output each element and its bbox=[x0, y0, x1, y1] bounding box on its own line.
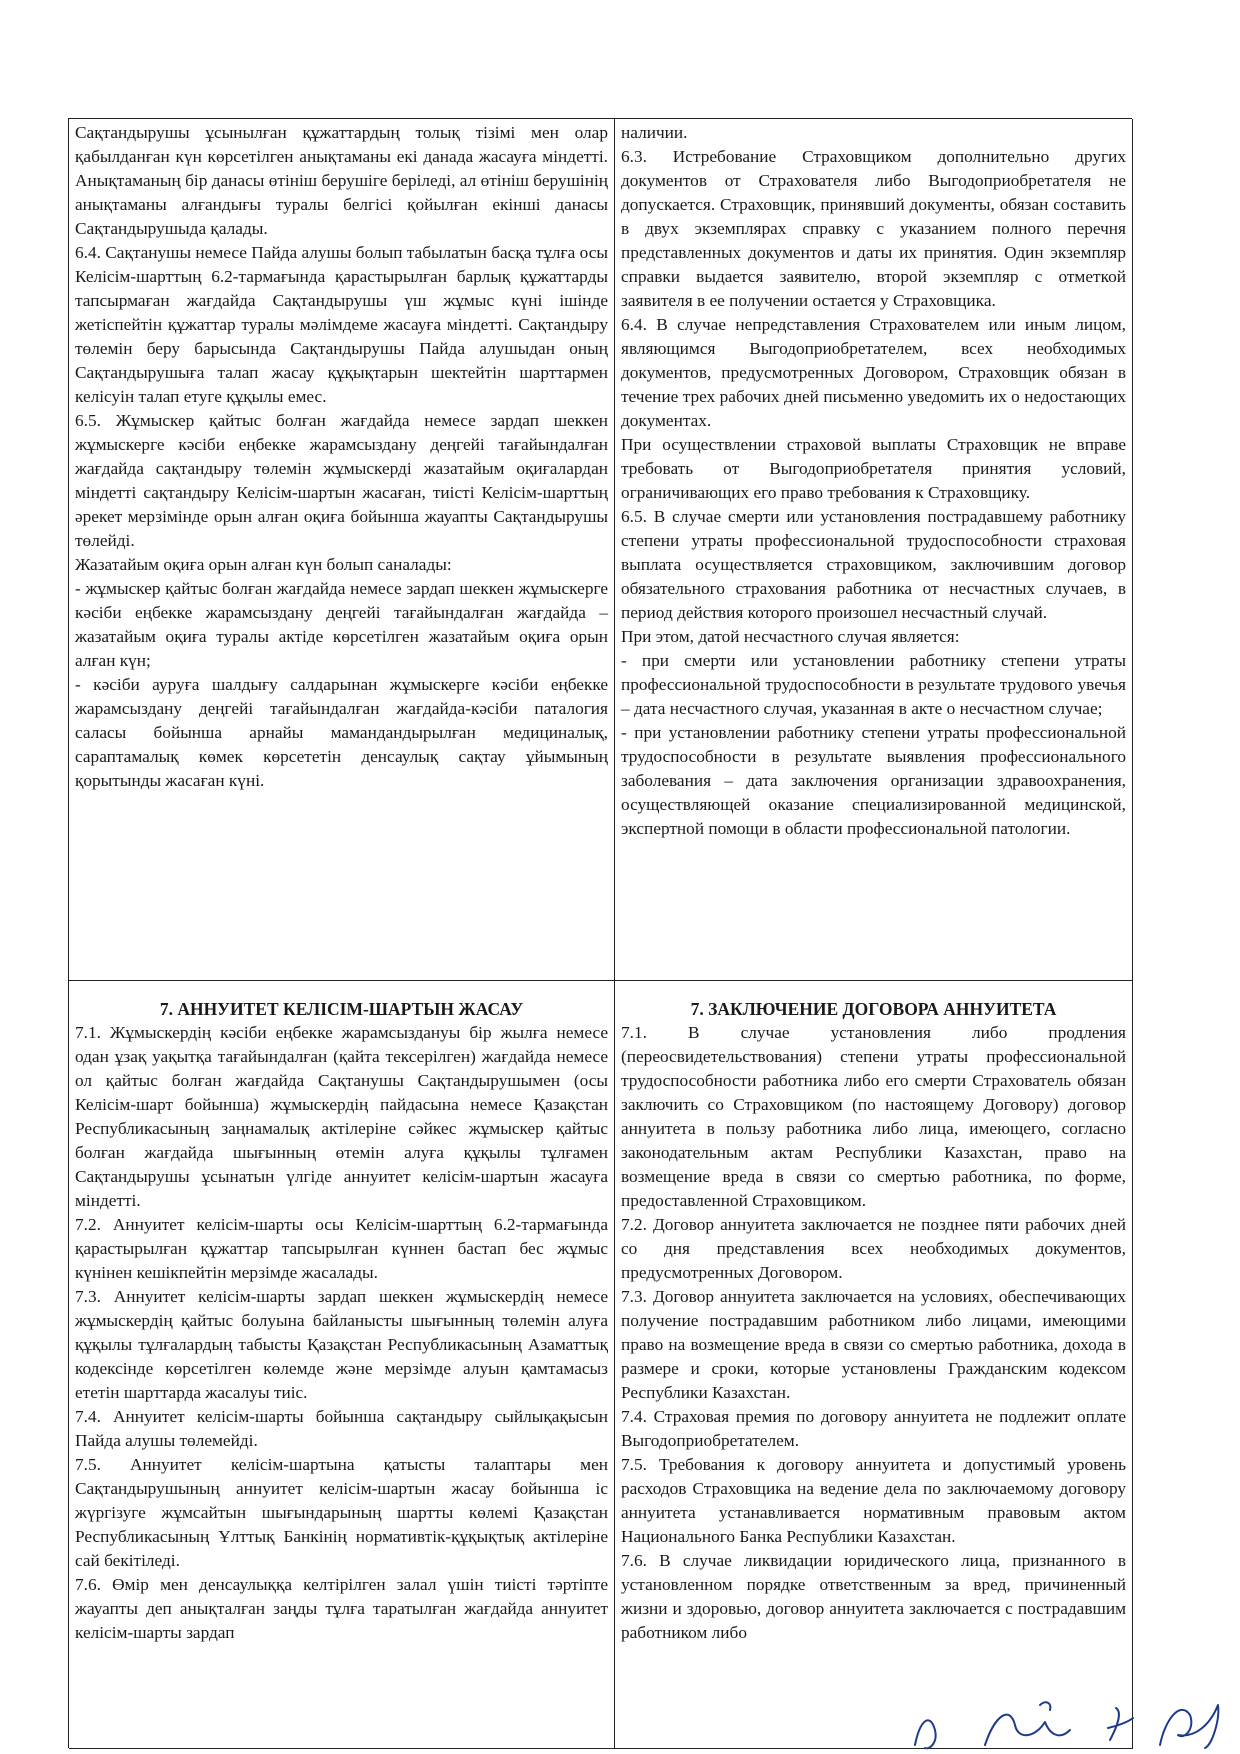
kz-para-7-4: 7.4. Аннуитет келісім-шарты бойынша сақтандыру сыйлықақысын Пайда алушы төлемейді. bbox=[75, 1407, 608, 1450]
kz-para-bullet-2: - кәсіби ауруға шалдығу салдарынан жұмыскерге кәсіби еңбекке жарамсыздану деңгейі тағайындалған жағдайда-кәсіби паталогия саласы бойынша арнайы мамандандырылған медициналық, сараптамалық көмек көрсететін денсаулық сақтау ұйымының қорытынды жасаған күні. bbox=[75, 675, 608, 790]
ru-section-heading: 7. ЗАКЛЮЧЕНИЕ ДОГОВОРА АННУИТЕТА bbox=[690, 999, 1057, 1019]
signature-4 bbox=[1160, 1705, 1218, 1748]
russian-column-bottom bbox=[615, 981, 1133, 1749]
ru-para-7-4: 7.4. Страховая премия по договору аннуитета не подлежит оплате Выгодоприобретателем. bbox=[621, 1407, 1126, 1450]
kz-para-6-5: 6.5. Жұмыскер қайтыс болған жағдайда немесе зардап шеккен жұмыскерге кәсіби еңбекке жарамсыздану деңгейі тағайындалған жағдайда сақтандыру төлемін жұмыскерді жазатайым оқиғалардан міндетті сақтандыру Келісім-шартын жасаған, тиісті Келісім-шарттың әрекет мерзімінде орын алған оқиға бойынша жауапты Сақтандырушы төлейді. bbox=[75, 411, 608, 550]
ru-para-bullet-2: - при установлении работнику степени утраты профессиональной трудоспособности в результате выявления профессионального заболевания – дата заключения организации здравоохранения, осуществляющей оказание специализированной медицинской, экспертной помощи в области профессиональной патологии. bbox=[621, 723, 1126, 838]
ru-para-bullet-1: - при смерти или установлении работнику степени утраты профессиональной трудоспособности в результате трудового увечья – дата несчастного случая, указанная в акте о несчастном случае; bbox=[621, 651, 1126, 718]
ru-para-date-intro: При этом, датой несчастного случая является: bbox=[621, 627, 960, 646]
ru-para-7-6: 7.6. В случае ликвидации юридического лица, признанного в установленном порядке ответственным за вред, причиненный жизни и здоровью, договор аннуитета заключается с пострадавшим работником либо bbox=[621, 1551, 1126, 1642]
kz-para-1: Сақтандырушы ұсынылған құжаттардың толық тізімі мен олар қабылданған күн көрсетілген анықтаманы екі данада жасауға міндетті. Анықтаманың бір данасы өтініш берушіге беріледі, ал өтініш берушінің анықтаманы алғандығы туралы белгісі қойылған екінші данасы Сақтандырушыда қалады. bbox=[75, 123, 608, 238]
kz-para-7-6: 7.6. Өмір мен денсаулыққа келтірілген залал үшін тиісті тәртіпте жауапты деп анықталған заңды тұлға таратылған жағдайда аннуитет келісім-шарты зардап bbox=[75, 1575, 608, 1642]
kz-para-7-3: 7.3. Аннуитет келісім-шарты зардап шеккен жұмыскердің немесе жұмыскердің қайтыс болуына байланысты шығынның төлемін алуға құқылы тұлғалардың табысты Қазақстан Республикасының Азаматтық кодексінде көрсетілген көлемде және мерзімде алуын қамтамасыз ететін шарттарда жасалуы тиіс. bbox=[75, 1287, 608, 1402]
ru-para-payment: При осуществлении страховой выплаты Страховщик не вправе требовать от Выгодоприобретателя принятия условий, ограничивающих его право требования к Страховщику. bbox=[621, 435, 1126, 502]
russian-column-top bbox=[615, 119, 1133, 981]
kazakh-column-top bbox=[69, 119, 615, 981]
ru-para-6-3: 6.3. Истребование Страховщиком дополнительно других документов от Страхователя либо Выгодоприобретателя не допускается. Страховщик, принявший документы, обязан составить в двух экземплярах справку с указанием полного перечня представленных документов и даты их принятия. Один экземпляр справки выдается заявителю, второй экземпляр с отметкой заявителя в ее получении остается у Страховщика. bbox=[621, 147, 1126, 310]
ru-para-nalichii: наличии. bbox=[621, 123, 688, 142]
ru-para-7-2: 7.2. Договор аннуитета заключается не позднее пяти рабочих дней со дня представления всех необходимых документов, предусмотренных Договором. bbox=[621, 1215, 1126, 1282]
kz-para-bullet-1: - жұмыскер қайтыс болған жағдайда немесе зардап шеккен жұмыскерге кәсіби еңбекке жарамсыздану деңгейі тағайындалған жағдайда – жазатайым оқиға туралы актіде көрсетілген жазатайым оқиға орын алған күн; bbox=[75, 579, 608, 670]
ru-para-6-4: 6.4. В случае непредставления Страхователем или иным лицом, являющимся Выгодоприобретателем, всех необходимых документов, предусмотренных Договором, Страховщик обязан в течение трех рабочих дней письменно уведомить их о недостающих документах. bbox=[621, 315, 1126, 430]
kazakh-column-bottom bbox=[69, 981, 615, 1749]
kz-para-6-4: 6.4. Сақтанушы немесе Пайда алушы болып табылатын басқа тұлға осы Келісім-шарттың 6.2-тармағында қарастырылған барлық құжаттарды тапсырмаған жағдайда Сақтандырушы үш жұмыс күні ішінде жетіспейтін құжаттар туралы мәлімдеме жасауға міндетті. Сақтандыру төлемін беру барысында Сақтандырушы Пайда алушыдан оның Сақтандырушыға талап жасау құқықтарын шектейтін шарттармен келісуін талап етуге құқылы емес. bbox=[75, 243, 608, 406]
ru-para-6-5: 6.5. В случае смерти или установления пострадавшему работнику степени утраты профессиональной трудоспособности страховая выплата осуществляется страховщиком, заключившим договор обязательного страхования работника от несчастных случаев, в период действия которого произошел несчастный случай. bbox=[621, 507, 1126, 622]
ru-para-7-3: 7.3. Договор аннуитета заключается на условиях, обеспечивающих получение пострадавшим работником либо лицами, имеющими право на возмещение вреда в связи со смертью работника, дохода в размере и сроки, которые установлены Гражданским кодексом Республики Казахстан. bbox=[621, 1287, 1126, 1402]
ru-para-7-5: 7.5. Требования к договору аннуитета и допустимый уровень расходов Страховщика на ведение дела по заключаемому договору аннуитета устанавливается нормативным правовым актом Национального Банка Республики Казахстан. bbox=[621, 1455, 1126, 1546]
kz-section-heading: 7. АННУИТЕТ КЕЛІСІМ-ШАРТЫН ЖАСАУ bbox=[159, 999, 524, 1019]
document-table bbox=[68, 118, 1132, 1748]
kz-para-date-intro: Жазатайым оқиға орын алған күн болып саналады: bbox=[75, 555, 452, 574]
kz-para-7-2: 7.2. Аннуитет келісім-шарты осы Келісім-шарттың 6.2-тармағында қарастырылған құжаттар тапсырылған күннен бастап бес жұмыс күнінен кешікпейтін мерзімде жасалады. bbox=[75, 1215, 608, 1282]
ru-para-7-1: 7.1. В случае установления либо продления (переосвидетельствования) степени утраты профессиональной трудоспособности работника либо его смерти Страхователь обязан заключить со Страховщиком (по настоящему Договору) договор аннуитета в пользу работника либо лица, имеющего, согласно законодательным актам Республики Казахстан, право на возмещение вреда в связи со смертью работника, по форме, предоставленной Страховщиком. bbox=[621, 1023, 1126, 1210]
kz-para-7-1: 7.1. Жұмыскердің кәсіби еңбекке жарамсыздануы бір жылға немесе одан ұзақ уақытқа тағайындалған (қайта тексерілген) жағдайда немесе ол қайтыс болған жағдайда Сақтанушы Сақтандырушымен (осы Келісім-шарт бойынша) жұмыскердің пайдасына немесе Қазақстан Республикасының заңнамалық актілеріне сәйкес жұмыскер қайтыс болған жағдайда шығынның өтемін алуға құқылы тұлғамен Сақтандырушы ұсынатын үлгіде аннуитет келісім-шартын жасауға міндетті. bbox=[75, 1023, 608, 1210]
kz-para-7-5: 7.5. Аннуитет келісім-шартына қатысты талаптары мен Сақтандырушының аннуитет келісім-шартын жасау бойынша іс жүргізуге жұмсайтын шығындарының шартты көлемі Қазақстан Республикасының Ұлттық Банкінің нормативтік-құқықтық актілеріне сай бекітіледі. bbox=[75, 1455, 608, 1570]
